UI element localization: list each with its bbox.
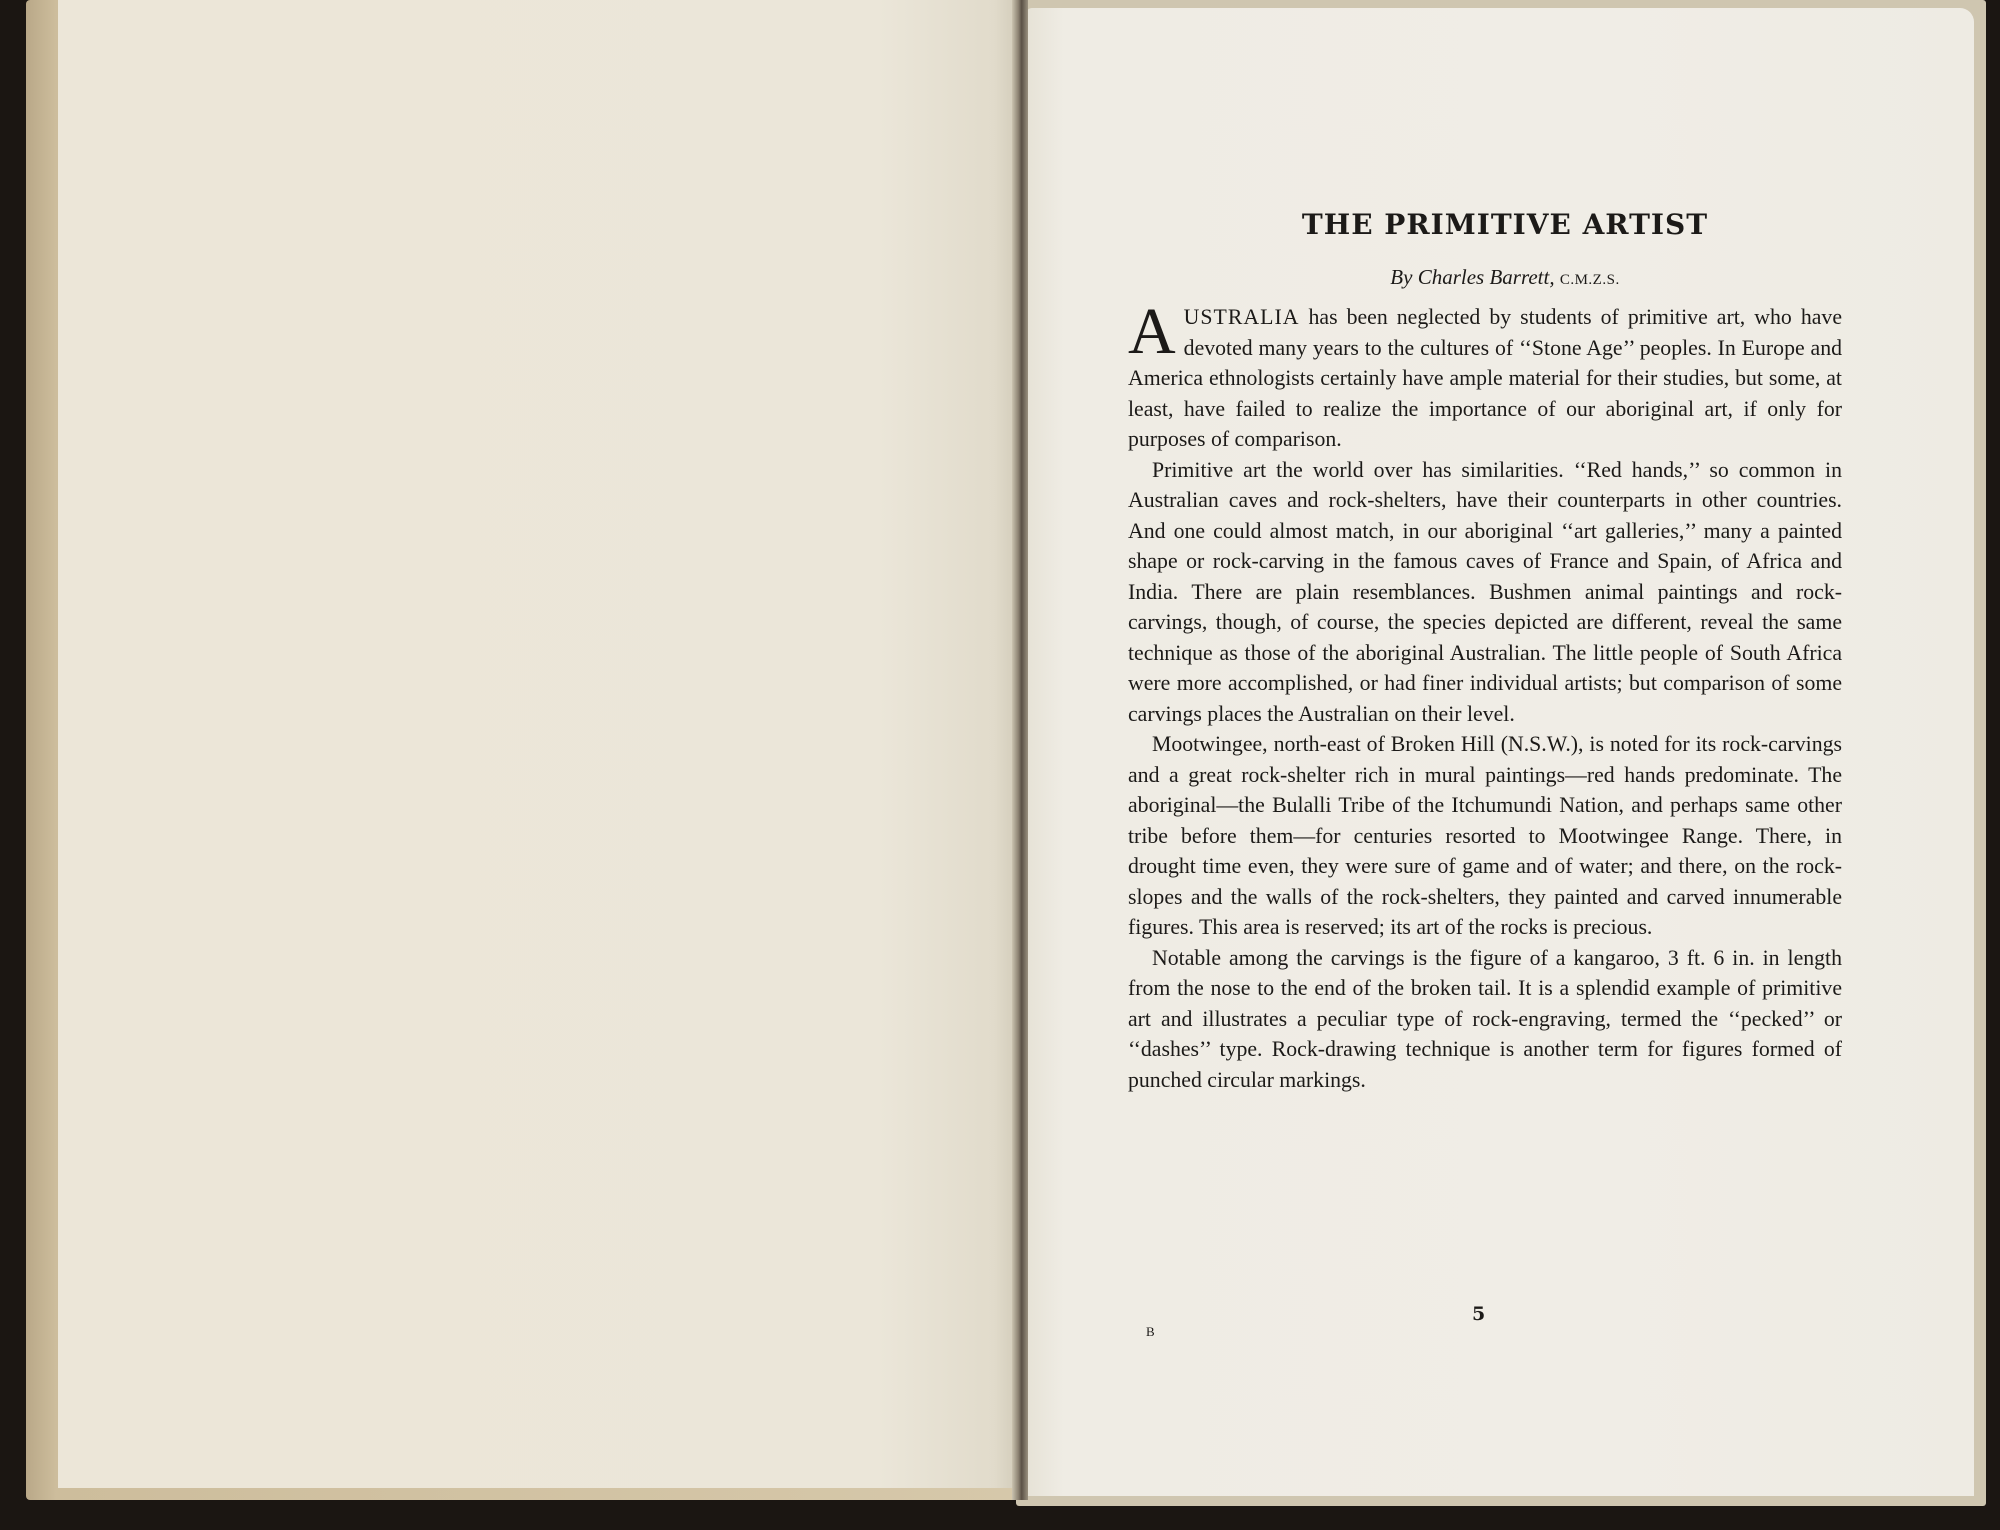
article-byline [1128,265,1842,290]
left-page-blank [58,0,1023,1488]
paragraph-2: Primitive art the world over has similarities. ‘‘Red hands,’’ so common in Australian caves and rock-shelters, have their counterparts in other countries. And one could almost match, in our aboriginal ‘‘art galleries,’’ many a painted shape or rock-carving in the famous caves of France and Spain, of Africa and India. There are plain resemblances. Bushmen animal paintings and rock-carvings, though, of course, the species depicted are different, reveal the same technique as those of the aboriginal Australian. The little people of South Africa were more accomplished, or had finer individual artists; but comparison of some carvings places the Australian on their level. [1128,457,1842,726]
paragraph-1 [1128,295,1842,455]
author-name: By Charles Barrett, [1390,265,1555,289]
signature-mark: B [1146,1324,1155,1339]
drop-cap: A [1128,295,1176,368]
article-text-block [1128,200,1842,1095]
paragraph-3: Mootwingee, north-east of Broken Hill (N.S.W.), is noted for its rock-carvings and a great rock-shelter rich in mural paintings—red hands predominate. The aboriginal—the Bulalli Tribe of the Itchumundi Nation, and perhaps same other tribe before them—for centuries resorted to Mootwingee Range. There, in drought time even, they were sure of game and of water; and there, on the rock-slopes and the walls of the rock-shelters, they painted and carved innumerable figures. This area is reserved; its art of the rocks is precious. [1128,732,1842,939]
page-number: 5 [1472,1303,1486,1325]
paragraph-4: Notable among the carvings is the figure of a kangaroo, 3 ft. 6 in. in length from the nose to the end of the broken tail. It is a splendid example of primitive art and illustrates a peculiar type of rock-engraving, termed the ‘‘pecked’’ or ‘‘dashes’’ type. Rock-drawing technique is another term for figures formed of punched circular markings. [1128,945,1842,1092]
book-gutter [1012,0,1028,1500]
article-title: THE PRIMITIVE ARTIST [1301,208,1709,241]
paragraph-1-text: has been neglected by students of primitive art, who have devoted many years to the cultures of ‘‘Stone Age’’ peoples. In Europe and America ethnologists certainly have ample material for their studies, but some, at least, have failed to realize the importance of our aboriginal art, if only for purposes of comparison. [1128,305,1842,451]
author-credentials: C.M.Z.S. [1559,272,1620,288]
opening-word: USTRALIA [1183,305,1300,329]
